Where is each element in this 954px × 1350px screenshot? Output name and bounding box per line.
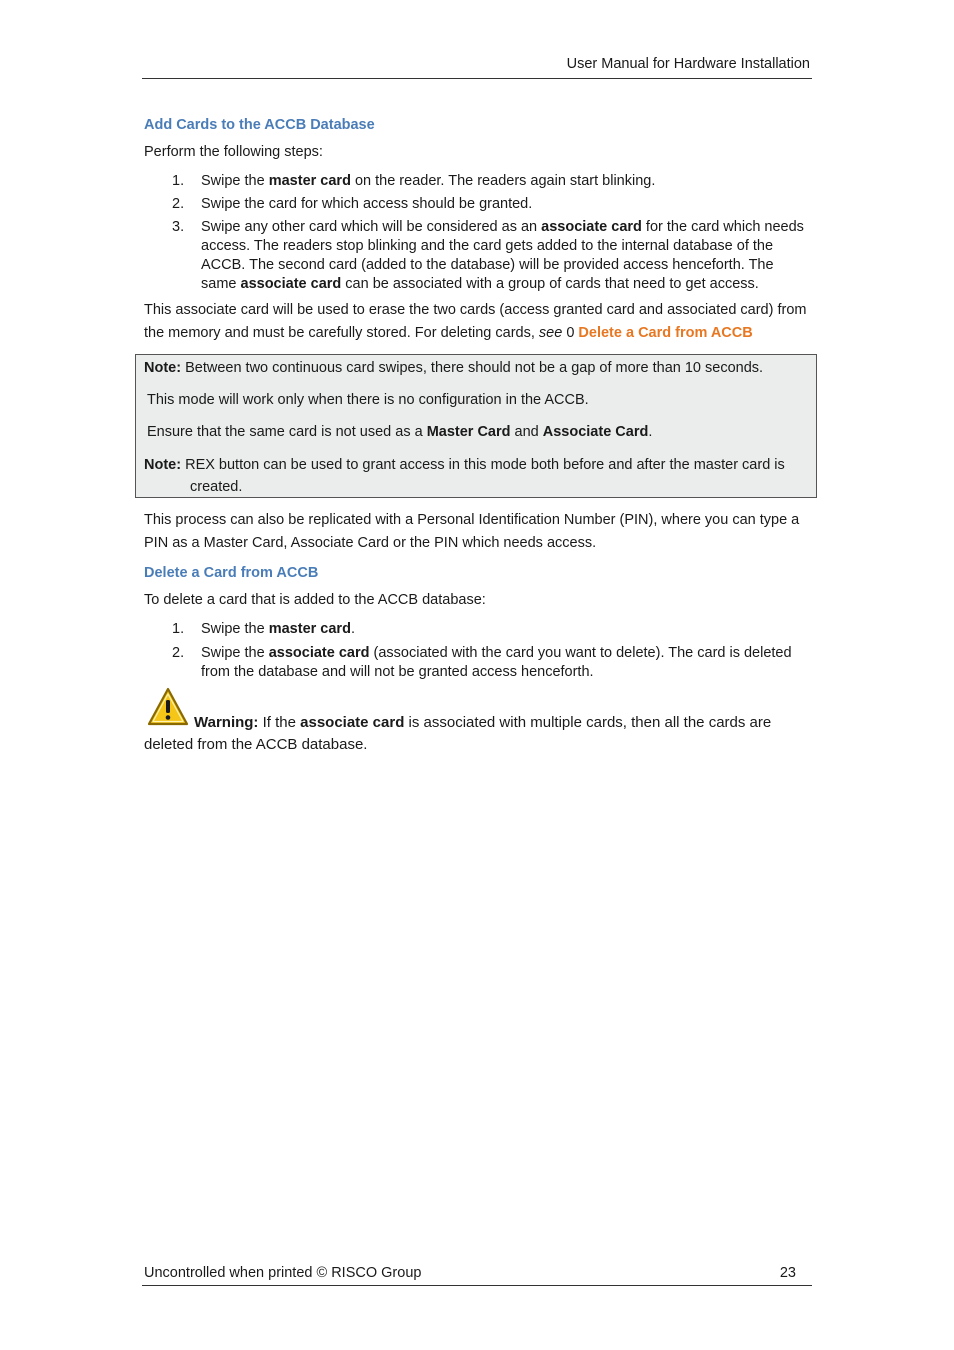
note-1: Note: Between two continuous card swipes, there should not be a gap of more than 10 seconds. — [144, 360, 764, 376]
erase-cards-paragraph: This associate card will be used to erase the two cards (access granted card and associated card) from the memory and must be carefully stored. For deleting cards, see 0 Delete a Card from ACCB — [144, 302, 807, 341]
note-2: Note: REX button can be used to grant access in this mode both before and after the master card is — [144, 457, 785, 473]
add-cards-intro: Perform the following steps: — [144, 144, 323, 160]
cross-reference-link[interactable]: Delete a Card from ACCB — [578, 325, 753, 341]
step-text: Swipe the associate card (associated with the card you want to delete). The card is deleted from the database and will not be granted access henceforth. — [201, 645, 792, 680]
step-text: Swipe the master card on the reader. The readers again start blinking. — [201, 173, 656, 189]
step-number: 1. — [172, 621, 185, 637]
section-heading-add-cards: Add Cards to the ACCB Database — [144, 117, 375, 133]
running-header: User Manual for Hardware Installation — [566, 56, 810, 72]
step-number: 1. — [172, 173, 185, 189]
step-text: Swipe the card for which access should be granted. — [201, 196, 533, 212]
delete-card-steps — [172, 620, 811, 686]
header-rule — [142, 78, 812, 79]
note-no-config: This mode will work only when there is no configuration in the ACCB. — [147, 392, 589, 408]
step-number: 2. — [172, 196, 185, 212]
note-box — [135, 354, 817, 498]
list-item — [172, 195, 811, 214]
warning-text: Warning: If the associate card is associated with multiple cards, then all the cards are deleted from the ACCB database. — [144, 714, 772, 753]
list-item — [172, 172, 811, 191]
list-item — [172, 620, 811, 639]
step-text: Swipe the master card. — [201, 621, 355, 637]
pin-paragraph: This process can also be replicated with a Personal Identification Number (PIN), where you can type a PIN as a Master Card, Associate Card or the PIN which needs access. — [144, 512, 800, 551]
footer-rule — [142, 1285, 812, 1286]
note-same-card: Ensure that the same card is not used as a Master Card and Associate Card. — [147, 424, 653, 440]
add-cards-steps — [172, 172, 811, 298]
warning-label: Warning: — [194, 714, 259, 731]
note-label: Note: — [144, 457, 182, 473]
delete-card-intro: To delete a card that is added to the ACCB database: — [144, 592, 486, 608]
step-text: Swipe any other card which will be considered as an associate card for the card which needs access. The readers stop blinking and the card gets added to the internal database of the ACCB. The second card (added to the database) will be provided access henceforth. The same associate card can be associated with a group of cards that need to get access. — [201, 219, 804, 292]
note-2-continuation: created. — [190, 479, 243, 495]
footer-text: Uncontrolled when printed © RISCO Group — [144, 1265, 422, 1281]
note-label: Note: — [144, 360, 182, 376]
step-number: 3. — [172, 219, 185, 235]
list-item — [172, 218, 811, 294]
page-number: 23 — [779, 1265, 796, 1281]
section-heading-delete-card: Delete a Card from ACCB — [144, 565, 319, 581]
step-number: 2. — [172, 645, 185, 661]
list-item — [172, 644, 811, 682]
